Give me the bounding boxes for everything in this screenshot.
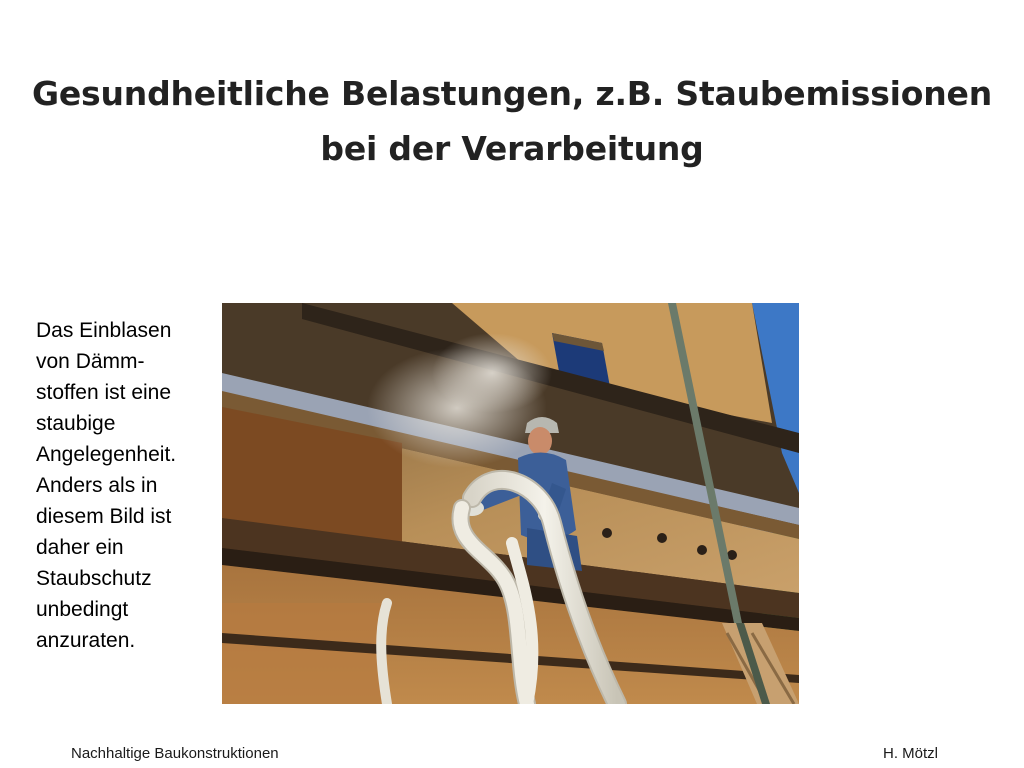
footer-author: H. Mötzl	[883, 745, 939, 762]
slide-title-line-1: Gesundheitliche Belastungen, z.B. Staubemissionen	[31, 74, 993, 113]
caption-line: stoffen ist eine	[36, 381, 172, 404]
caption-line: daher ein	[36, 536, 124, 559]
footer-course-title: Nachhaltige Baukonstruktionen	[71, 745, 279, 762]
insulation-blowing-photo	[222, 303, 799, 704]
caption-line: von Dämm-	[36, 350, 145, 373]
caption-line: unbedingt	[36, 598, 129, 621]
caption-line: diesem Bild ist	[36, 505, 172, 528]
caption-line: Anders als in	[36, 474, 158, 497]
caption-line: staubige	[36, 412, 116, 435]
caption-line: Staubschutz	[36, 567, 152, 590]
photo-caption	[36, 315, 218, 656]
caption-line: anzuraten.	[36, 629, 136, 652]
caption-line: Das Einblasen	[36, 319, 172, 342]
slide-title	[0, 66, 1024, 176]
caption-line: Angelegenheit.	[36, 443, 177, 466]
slide-title-line-2: bei der Verarbeitung	[320, 129, 704, 168]
